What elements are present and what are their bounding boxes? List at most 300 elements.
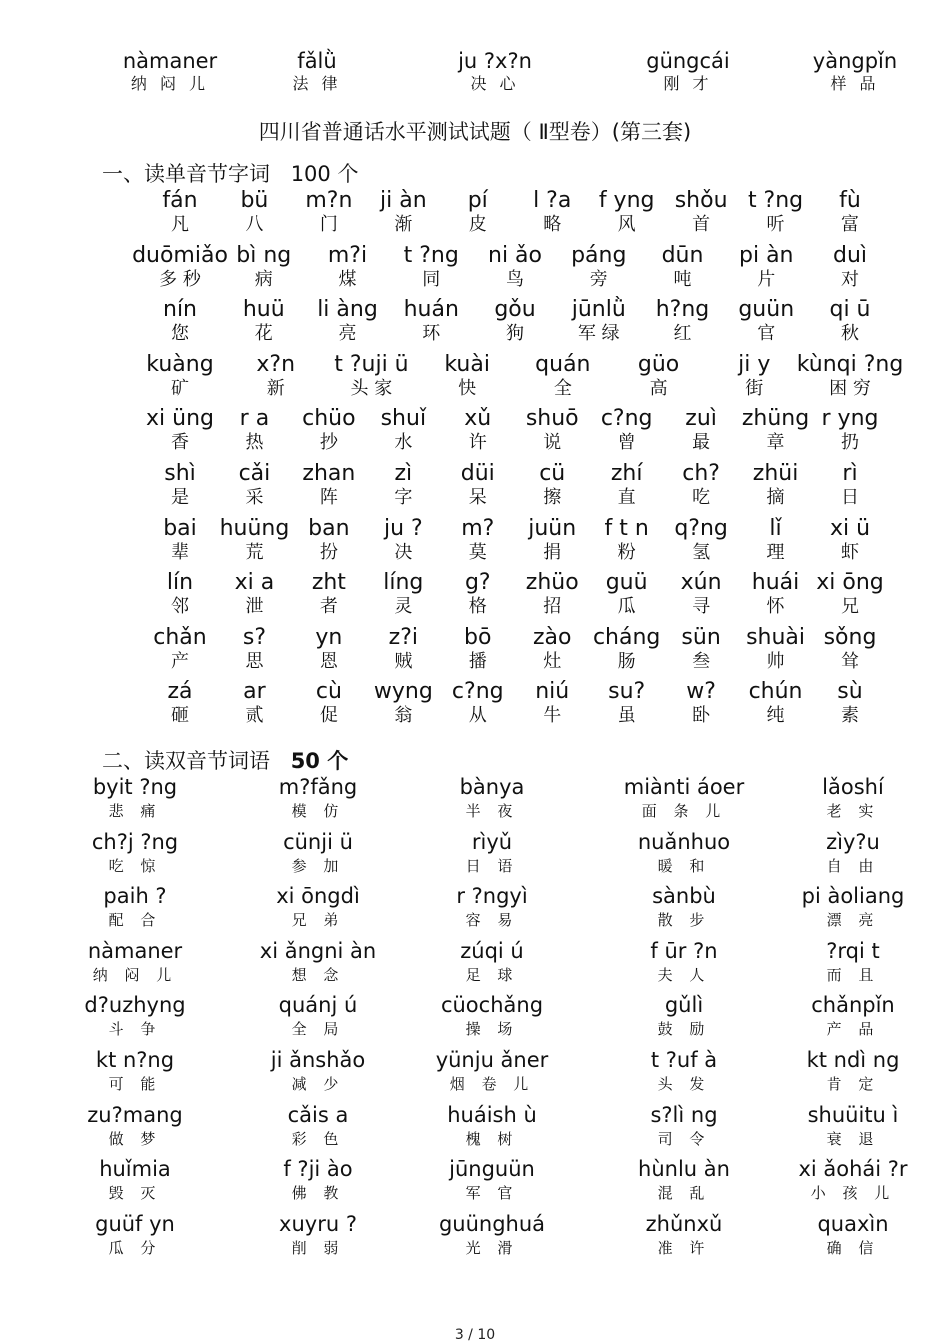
word-item: [412, 829, 572, 877]
pinyin-text: t ?ng: [747, 188, 804, 213]
pinyin-text: sù: [837, 679, 863, 705]
section1-row: [0, 461, 950, 515]
hanzi-text: 漂 亮: [826, 911, 880, 930]
hanzi-text: 新: [266, 377, 285, 399]
pinyin-text: quaxìn: [817, 1211, 889, 1236]
pinyin-text: guün: [738, 297, 795, 323]
word-item: [770, 352, 930, 400]
word-item: [770, 625, 930, 673]
hanzi-text: 头 发: [657, 1075, 711, 1093]
hanzi-text: 衰 退: [826, 1129, 880, 1148]
section1-row: [0, 516, 950, 570]
pinyin-text: kt ndì ng: [806, 1048, 900, 1072]
pinyin-text: h?ng: [655, 297, 710, 323]
hanzi-text: 素: [841, 705, 859, 727]
pinyin-text: güngcái: [646, 49, 730, 73]
pinyin-text: ni ǎo: [488, 242, 542, 268]
hanzi-text: 纳 闷 儿: [92, 965, 178, 984]
word-item: [412, 938, 572, 986]
pinyin-text: chǎnpǐn: [811, 993, 895, 1018]
hanzi-text: 怀: [766, 596, 785, 618]
section1-row: [0, 297, 950, 351]
pinyin-text: zhan: [302, 461, 356, 486]
pinyin-text: miànti áoer: [623, 775, 745, 799]
pinyin-text: cüochǎng: [440, 993, 544, 1018]
hanzi-text: 面 条 儿: [641, 802, 727, 820]
section1-row: [0, 625, 950, 679]
hanzi-text: 荒: [245, 541, 264, 563]
word-item: [604, 774, 764, 822]
word-item: [237, 48, 397, 94]
hanzi-text: 街: [745, 377, 764, 399]
hanzi-text: 产 品: [826, 1020, 880, 1039]
pinyin-text: xi ǎohái ?r: [798, 1157, 908, 1182]
pinyin-text: chǎn: [153, 624, 207, 650]
hanzi-text: 渐: [394, 214, 413, 235]
pinyin-text: yàngpǐn: [812, 49, 898, 73]
hanzi-text: 光 滑: [465, 1238, 519, 1257]
hanzi-text: 刚 才: [663, 74, 713, 93]
word-item: [238, 938, 398, 986]
section1-heading-text: 一、读单音节字词: [102, 162, 270, 186]
section1-row: [0, 679, 950, 733]
pinyin-text: m?fǎng: [278, 775, 358, 799]
pinyin-text: sǒng: [823, 624, 877, 650]
hanzi-text: 从: [468, 705, 487, 727]
hanzi-text: 确 信: [826, 1238, 880, 1257]
hanzi-text: 鼓 励: [657, 1020, 711, 1039]
pinyin-text: yünju ǎner: [435, 1048, 549, 1072]
word-item: [604, 883, 764, 931]
pinyin-text: rì: [842, 461, 858, 486]
hanzi-text: 辈: [171, 541, 189, 563]
pinyin-text: ju ?: [383, 515, 423, 541]
pinyin-text: pi àn: [739, 242, 794, 268]
hanzi-text: 首: [692, 214, 711, 235]
pinyin-text: güo: [637, 351, 680, 377]
hanzi-text: 虾: [841, 541, 859, 563]
hanzi-text: 理: [766, 541, 785, 563]
word-item: [604, 992, 764, 1040]
hanzi-text: 略: [543, 214, 562, 235]
pinyin-text: bì ng: [236, 242, 292, 268]
pinyin-text: yn: [315, 624, 343, 650]
hanzi-text: 对: [841, 268, 859, 290]
hanzi-text: 擦: [543, 487, 562, 508]
hanzi-text: 摘: [766, 487, 785, 508]
word-item: [90, 48, 250, 94]
hanzi-text: 泄: [245, 596, 264, 618]
hanzi-text: 想 念: [291, 965, 345, 984]
word-item: [55, 1211, 215, 1259]
hanzi-text: 阵: [319, 487, 338, 508]
hanzi-text: 虽: [617, 705, 636, 727]
word-item: [773, 883, 933, 931]
word-item: [412, 1156, 572, 1204]
word-item: [773, 829, 933, 877]
word-item: [238, 1102, 398, 1150]
word-item: [773, 774, 933, 822]
page-number: 3 / 10: [454, 1327, 496, 1343]
pinyin-text: zìy?u: [826, 829, 880, 854]
word-item: [412, 1211, 572, 1259]
pinyin-text: pi àoliang: [801, 884, 905, 909]
hanzi-text: 呆: [468, 487, 487, 508]
hanzi-text: 矿: [171, 377, 189, 399]
word-item: [770, 570, 930, 618]
pinyin-text: duì: [832, 242, 868, 268]
hanzi-text: 您: [171, 323, 189, 345]
word-item: [773, 1156, 933, 1204]
section2-row: [0, 774, 950, 828]
pinyin-text: bai: [163, 515, 197, 541]
pinyin-text: xi ōngdì: [276, 884, 360, 909]
section1-row: [0, 352, 950, 406]
hanzi-text: 皮: [468, 214, 487, 235]
word-item: [412, 1047, 572, 1095]
section2-row: [0, 938, 950, 992]
hanzi-text: 操 场: [465, 1020, 519, 1039]
pinyin-text: fǎlǜ: [297, 49, 337, 73]
pinyin-text: kuài: [444, 351, 490, 377]
hanzi-text: 配 合: [108, 911, 162, 930]
pinyin-text: zu?mang: [87, 1102, 183, 1127]
word-item: [770, 516, 930, 564]
pinyin-text: hùnlu àn: [638, 1157, 730, 1182]
hanzi-text: 煤: [338, 268, 357, 290]
hanzi-text: 模 仿: [291, 802, 345, 820]
pinyin-text: xuyru ?: [279, 1211, 357, 1236]
word-item: [773, 1047, 933, 1095]
hanzi-text: 直: [617, 487, 636, 508]
hanzi-text: 参 加: [291, 856, 345, 875]
word-item: [412, 883, 572, 931]
pinyin-text: lín: [166, 570, 194, 596]
pinyin-text: guünghuá: [438, 1211, 546, 1236]
hanzi-text: 水: [394, 432, 413, 454]
hanzi-text: 贼: [394, 650, 413, 672]
section2-heading: [102, 747, 348, 775]
hanzi-text: 寻: [692, 596, 711, 618]
word-item: [770, 188, 930, 236]
pinyin-text: ch?: [682, 461, 720, 486]
hanzi-text: 半 夜: [465, 802, 519, 820]
word-item: [55, 829, 215, 877]
pinyin-text: zào: [532, 624, 572, 650]
pinyin-text: r a: [239, 406, 270, 432]
word-item: [773, 1102, 933, 1150]
hanzi-text: 混 乱: [657, 1184, 711, 1203]
hanzi-text: 佛 教: [291, 1184, 345, 1203]
word-item: [770, 679, 930, 727]
hanzi-text: 贰: [245, 705, 264, 727]
pinyin-text: lǎoshí: [822, 775, 884, 799]
pinyin-text: w?: [686, 679, 716, 705]
hanzi-text: 鸟: [506, 268, 524, 290]
hanzi-text: 决: [394, 541, 413, 563]
pinyin-text: dūn: [661, 242, 704, 268]
pinyin-text: huái: [751, 570, 800, 596]
hanzi-text: 头 家: [350, 377, 393, 399]
pinyin-text: ju ?x?n: [458, 49, 532, 73]
word-item: [412, 774, 572, 822]
pinyin-text: s?: [242, 624, 266, 650]
hanzi-text: 片: [757, 268, 776, 290]
pinyin-text: nín: [163, 297, 197, 323]
pinyin-text: cü: [539, 461, 566, 486]
pinyin-text: m?n: [305, 188, 353, 213]
hanzi-text: 促: [319, 705, 338, 727]
hanzi-text: 恩: [319, 650, 338, 672]
pinyin-text: bànya: [459, 775, 525, 799]
pinyin-text: zht: [311, 570, 346, 596]
hanzi-text: 病: [254, 268, 273, 290]
hanzi-text: 吨: [673, 268, 692, 290]
hanzi-text: 足 球: [465, 965, 519, 984]
pinyin-text: c?ng: [451, 679, 504, 705]
hanzi-text: 高: [649, 377, 668, 399]
pinyin-text: sün: [681, 624, 721, 650]
pinyin-text: nuǎnhuo: [637, 829, 731, 854]
hanzi-text: 老 实: [826, 802, 880, 820]
pinyin-text: f t n: [604, 515, 649, 541]
section2-heading-text: 二、读双音节词语: [102, 749, 270, 773]
word-item: [604, 829, 764, 877]
pinyin-text: nàmaner: [122, 49, 218, 73]
pinyin-text: xi ü: [829, 515, 871, 541]
pinyin-text: ch?j ?ng: [91, 829, 179, 854]
hanzi-text: 彩 色: [291, 1129, 345, 1148]
pinyin-text: líng: [383, 570, 424, 596]
pinyin-text: ban: [308, 515, 350, 541]
hanzi-text: 邻: [171, 596, 189, 618]
hanzi-text: 许: [468, 432, 487, 454]
pinyin-text: kùnqi ?ng: [796, 351, 904, 377]
word-item: [55, 938, 215, 986]
pinyin-text: x?n: [256, 351, 296, 377]
pinyin-text: zhǔnxǔ: [645, 1211, 723, 1236]
pinyin-text: f yng: [598, 188, 655, 213]
pinyin-text: gǔlì: [664, 993, 704, 1018]
pinyin-text: g?: [464, 570, 491, 596]
hanzi-text: 富: [841, 214, 859, 235]
hanzi-text: 粉: [617, 541, 636, 563]
pinyin-text: shuài: [746, 624, 806, 650]
hanzi-text: 产: [171, 650, 189, 672]
hanzi-text: 亮: [338, 323, 357, 345]
word-item: [773, 992, 933, 1040]
word-item: [55, 883, 215, 931]
hanzi-text: 捐: [543, 541, 562, 563]
pinyin-text: shuüitu ì: [807, 1102, 899, 1127]
section2-row: [0, 992, 950, 1046]
word-item: [770, 297, 930, 345]
word-item: [55, 992, 215, 1040]
pinyin-text: c?ng: [600, 406, 653, 432]
hanzi-text: 灵: [394, 596, 413, 618]
hanzi-text: 暖 和: [657, 856, 711, 875]
hanzi-text: 八: [245, 214, 264, 235]
pinyin-text: wyng: [373, 679, 433, 705]
hanzi-text: 而 且: [826, 965, 880, 984]
pinyin-text: kt n?ng: [95, 1048, 175, 1072]
pinyin-text: l ?a: [533, 188, 572, 213]
pinyin-text: xi ōng: [816, 570, 884, 596]
pinyin-text: xi üng: [146, 406, 214, 432]
pinyin-text: paih ?: [103, 884, 167, 909]
pinyin-text: pí: [467, 188, 488, 213]
hanzi-text: 卧: [692, 705, 711, 727]
word-item: [604, 1047, 764, 1095]
hanzi-text: 扔: [841, 432, 859, 454]
word-item: [770, 243, 930, 291]
pinyin-text: t ?uf à: [650, 1048, 718, 1072]
hanzi-text: 砸: [171, 705, 189, 727]
hanzi-text: 思: [245, 650, 264, 672]
pinyin-text: xún: [680, 570, 722, 596]
pinyin-text: ji ǎnshǎo: [270, 1048, 366, 1072]
section1-row: [0, 406, 950, 460]
pinyin-text: li àng: [317, 297, 378, 323]
pinyin-text: gǒu: [494, 297, 536, 323]
hanzi-text: 斗 争: [108, 1020, 162, 1039]
hanzi-text: 瓜: [617, 596, 636, 618]
pinyin-text: q?ng: [674, 515, 728, 541]
hanzi-text: 扮: [319, 541, 338, 563]
top-word-row: [0, 48, 950, 108]
hanzi-text: 红: [673, 323, 692, 345]
hanzi-text: 纳 闷 儿: [130, 74, 210, 93]
word-item: [770, 461, 930, 509]
pinyin-text: z?i: [388, 624, 418, 650]
hanzi-text: 军 官: [465, 1184, 519, 1203]
pinyin-text: t ?ng: [403, 242, 459, 268]
hanzi-text: 悲 痛: [108, 802, 162, 820]
pinyin-text: zá: [167, 679, 193, 705]
word-item: [412, 1102, 572, 1150]
pinyin-text: duōmiǎo: [132, 242, 228, 268]
hanzi-text: 采: [245, 487, 264, 508]
pinyin-text: zhüng: [741, 406, 810, 432]
pinyin-text: guü: [605, 570, 648, 596]
pinyin-text: huǐmia: [99, 1157, 171, 1182]
hanzi-text: 纯: [766, 705, 785, 727]
pinyin-text: f ?ji ào: [283, 1157, 353, 1182]
hanzi-text: 容 易: [465, 911, 519, 930]
hanzi-text: 风: [617, 214, 636, 235]
pinyin-text: huüng: [219, 515, 290, 541]
pinyin-text: chún: [748, 679, 803, 705]
pinyin-text: nàmaner: [87, 938, 183, 963]
hanzi-text: 吃 惊: [108, 856, 162, 875]
pinyin-text: xi a: [234, 570, 275, 596]
pinyin-text: s?lì ng: [650, 1102, 718, 1127]
pinyin-text: bō: [464, 624, 492, 650]
hanzi-text: 日: [841, 487, 859, 508]
pinyin-text: jūnlǜ: [571, 297, 626, 323]
pinyin-text: zhí: [610, 461, 643, 486]
pinyin-text: xǔ: [464, 406, 492, 432]
hanzi-text: 灶: [543, 650, 562, 672]
pinyin-text: zì: [394, 461, 413, 486]
pinyin-text: m?i: [327, 242, 368, 268]
hanzi-text: 兄: [841, 596, 859, 618]
pinyin-text: cǎis a: [287, 1102, 349, 1127]
word-item: [770, 406, 930, 454]
pinyin-text: huán: [403, 297, 459, 323]
pinyin-text: cǎi: [238, 461, 271, 486]
section1-count: 100 个: [290, 162, 359, 186]
hanzi-text: 削 弱: [291, 1238, 345, 1257]
hanzi-text: 军 绿: [577, 323, 620, 345]
word-item: [412, 992, 572, 1040]
pinyin-text: lǐ: [769, 515, 782, 541]
section2-row: [0, 1047, 950, 1101]
pinyin-text: fán: [162, 188, 198, 213]
pinyin-text: bü: [240, 188, 269, 213]
pinyin-text: huü: [242, 297, 285, 323]
word-item: [238, 992, 398, 1040]
hanzi-text: 帅: [766, 650, 785, 672]
hanzi-text: 肠: [617, 650, 636, 672]
word-item: [238, 774, 398, 822]
pinyin-text: cháng: [592, 624, 661, 650]
pinyin-text: cünji ü: [283, 829, 353, 854]
hanzi-text: 日 语: [465, 856, 519, 875]
pinyin-text: ar: [243, 679, 266, 705]
hanzi-text: 肯 定: [826, 1075, 880, 1093]
section1-heading: [102, 160, 358, 188]
hanzi-text: 说: [543, 432, 562, 454]
hanzi-text: 瓜 分: [108, 1238, 162, 1257]
pinyin-text: zhüi: [752, 461, 799, 486]
word-item: [604, 1156, 764, 1204]
hanzi-text: 抄: [319, 432, 338, 454]
hanzi-text: 耸: [841, 650, 859, 672]
pinyin-text: r yng: [821, 406, 879, 432]
hanzi-text: 散 步: [657, 911, 711, 930]
pinyin-text: düi: [460, 461, 495, 486]
hanzi-text: 听: [766, 214, 785, 235]
section1-row: [0, 243, 950, 297]
hanzi-text: 氢: [692, 541, 711, 563]
hanzi-text: 热: [245, 432, 264, 454]
pinyin-text: r ?ngyì: [456, 884, 528, 909]
pinyin-text: páng: [571, 242, 627, 268]
page-title: 四川省普通话水平测试试题（ Ⅱ型卷）(第三套): [258, 120, 692, 144]
pinyin-text: ji àn: [380, 188, 427, 213]
hanzi-text: 门: [319, 214, 338, 235]
hanzi-text: 者: [319, 596, 338, 618]
pinyin-text: ?rqi t: [826, 938, 880, 963]
word-item: [773, 938, 933, 986]
word-item: [238, 1156, 398, 1204]
pinyin-text: byit ?ng: [92, 775, 178, 799]
hanzi-text: 格: [468, 596, 487, 618]
hanzi-text: 叁: [692, 650, 711, 672]
pinyin-text: shì: [164, 461, 196, 486]
pinyin-text: f ūr ?n: [650, 938, 718, 963]
section2-row: [0, 829, 950, 883]
pinyin-text: m?: [461, 515, 495, 541]
pinyin-text: jūnguün: [449, 1157, 535, 1182]
hanzi-text: 环: [422, 323, 441, 345]
hanzi-text: 小 孩 儿: [810, 1184, 896, 1203]
hanzi-text: 烟 卷 儿: [449, 1075, 535, 1093]
word-item: [238, 1211, 398, 1259]
word-item: [775, 48, 935, 94]
hanzi-text: 全: [553, 377, 572, 399]
